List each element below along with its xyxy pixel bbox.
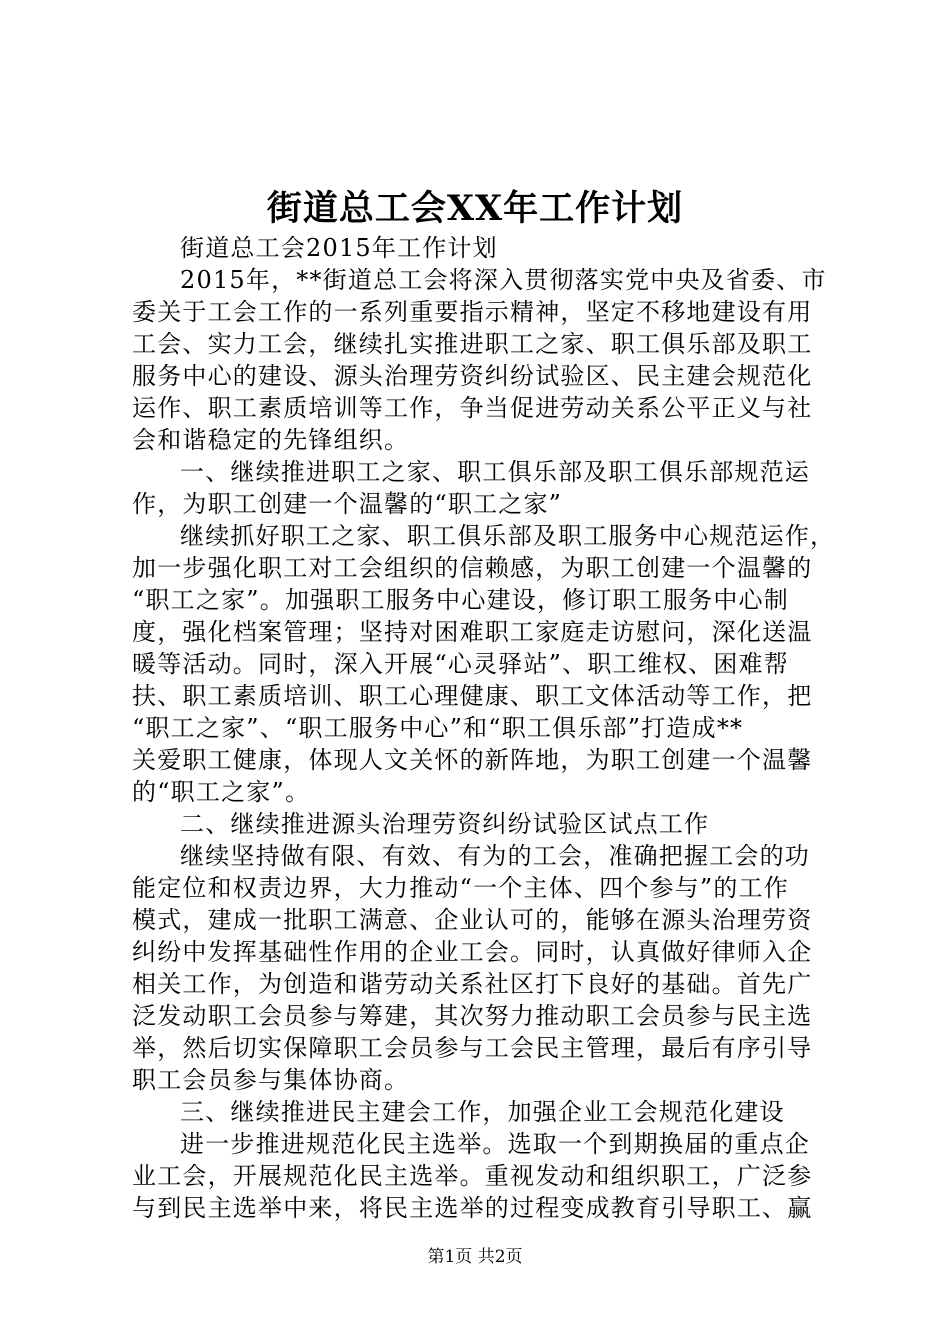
- text-line: 会和谐稳定的先锋组织。: [132, 426, 410, 454]
- text-line: 举，然后切实保障职工会员参与工会民主管理，最后有序引导: [132, 1034, 813, 1062]
- text-line: 相关工作，为创造和谐劳动关系社区打下良好的基础。首先广: [132, 970, 813, 998]
- text-line: 2015年，**街道总工会将深入贯彻落实党中央及省委、市: [180, 266, 827, 294]
- text-line: 工会、实力工会，继续扎实推进职工之家、职工俱乐部及职工: [132, 330, 813, 358]
- text-line: 继续坚持做有限、有效、有为的工会，准确把握工会的功: [180, 842, 810, 870]
- text-line: 继续抓好职工之家、职工俱乐部及职工服务中心规范运作，: [180, 522, 836, 550]
- text-line: 加一步强化职工对工会组织的信赖感，为职工创建一个温馨的: [132, 554, 813, 582]
- page-footer: 第1页 共2页: [427, 1247, 523, 1267]
- text-line: 关爱职工健康，体现人文关怀的新阵地，为职工创建一个温馨: [132, 746, 813, 774]
- text-line: 的“职工之家”。: [132, 778, 311, 806]
- text-line: 业工会，开展规范化民主选举。重视发动和组织职工，广泛参: [132, 1162, 813, 1190]
- text-line: 与到民主选举中来，将民主选举的过程变成教育引导职工、赢: [132, 1194, 813, 1222]
- text-line: 服务中心的建设、源头治理劳资纠纷试验区、民主建会规范化: [132, 362, 813, 390]
- text-line: 作，为职工创建一个温馨的“职工之家”: [132, 490, 563, 518]
- text-line: 度，强化档案管理；坚持对困难职工家庭走访慰问，深化送温: [132, 618, 813, 646]
- text-line: 能定位和权责边界，大力推动“一个主体、四个参与”的工作: [132, 874, 789, 902]
- document-title: 街道总工会XX年工作计划: [266, 188, 684, 229]
- text-line: 委关于工会工作的一系列重要指示精神，坚定不移地建设有用: [132, 298, 813, 326]
- text-line: 三、继续推进民主建会工作，加强企业工会规范化建设: [180, 1098, 785, 1126]
- text-line: 职工会员参与集体协商。: [132, 1066, 410, 1094]
- text-line: 街道总工会2015年工作计划: [180, 234, 498, 262]
- text-line: 运作、职工素质培训等工作，争当促进劳动关系公平正义与社: [132, 394, 813, 422]
- text-line: 纠纷中发挥基础性作用的企业工会。同时，认真做好律师入企: [132, 938, 813, 966]
- text-line: 扶、职工素质培训、职工心理健康、职工文体活动等工作，把: [132, 682, 813, 710]
- text-line: 一、继续推进职工之家、职工俱乐部及职工俱乐部规范运: [180, 458, 810, 486]
- text-line: 进一步推进规范化民主选举。选取一个到期换届的重点企: [180, 1130, 810, 1158]
- text-line: 模式，建成一批职工满意、企业认可的，能够在源头治理劳资: [132, 906, 813, 934]
- text-line: 暖等活动。同时，深入开展“心灵驿站”、职工维权、困难帮: [132, 650, 789, 678]
- document-body: [132, 232, 836, 1224]
- text-line: 二、继续推进源头治理劳资纠纷试验区试点工作: [180, 810, 710, 838]
- text-line: 泛发动职工会员参与筹建，其次努力推动职工会员参与民主选: [132, 1002, 813, 1030]
- text-line: “职工之家”、“职工服务中心”和“职工俱乐部”打造成**: [132, 714, 744, 742]
- text-line: “职工之家”。加强职工服务中心建设，修订职工服务中心制: [132, 586, 789, 614]
